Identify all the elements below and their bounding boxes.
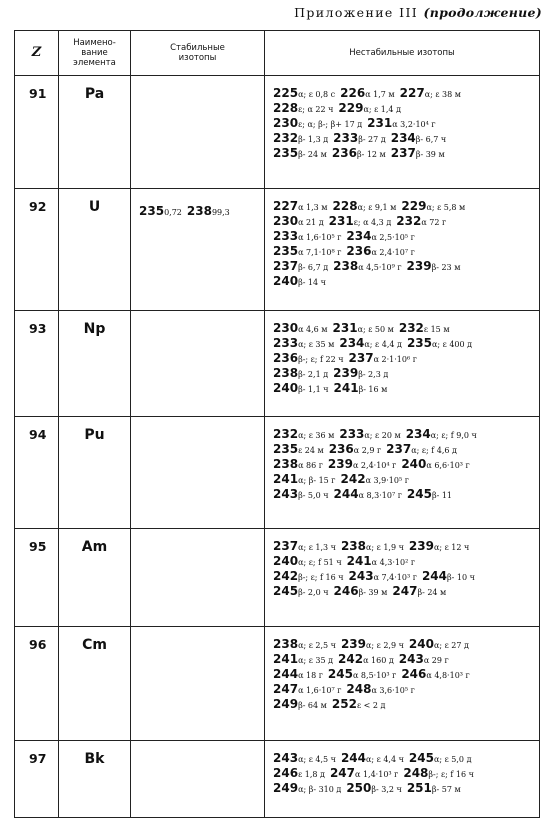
decay-info: α 3,2·10⁴ г <box>392 120 436 129</box>
decay-info: α; ε 4,5 ч <box>298 755 336 764</box>
decay-info: α 21 д <box>298 218 324 227</box>
column-header-name-text: Наимено- вание элемента <box>73 38 116 68</box>
decay-info: β- 16 м <box>358 385 388 394</box>
mass-number: 247 <box>273 682 299 696</box>
mass-number: 235 <box>273 244 299 258</box>
decay-info: α; β- 310 д <box>298 785 342 794</box>
unstable-isotope <box>273 582 329 600</box>
isotope-line <box>273 84 535 99</box>
isotope-line <box>273 197 535 212</box>
unstable-isotopes <box>265 417 540 529</box>
isotope-line <box>273 227 535 242</box>
decay-info: ε < 2 д <box>356 701 386 710</box>
atomic-number: 93 <box>15 311 59 417</box>
table-row <box>15 189 540 311</box>
unstable-isotopes <box>265 311 540 417</box>
decay-info: ε 1,8 д <box>298 770 325 779</box>
isotope-line <box>273 635 535 650</box>
stable-isotope <box>187 200 230 219</box>
element-symbol: Bk <box>59 741 131 818</box>
isotope-line <box>273 779 535 794</box>
decay-info: α 4,8·10³ г <box>426 671 470 680</box>
mass-number: 230 <box>273 214 299 228</box>
mass-number: 237 <box>386 442 412 456</box>
mass-number: 246 <box>333 584 359 598</box>
isotope-line <box>273 334 535 349</box>
table-row <box>15 311 540 417</box>
mass-number: 238 <box>273 457 299 471</box>
stable-isotopes <box>131 417 265 529</box>
mass-number: 238 <box>333 259 359 273</box>
mass-number: 235 <box>406 336 432 350</box>
mass-number: 231 <box>367 116 393 130</box>
mass-number: 228 <box>273 101 299 115</box>
decay-info: α 6,6·10³ г <box>426 461 470 470</box>
decay-info: α 2,4·10⁴ г <box>352 461 397 470</box>
mass-number: 236 <box>273 351 299 365</box>
decay-info: α; ε 4,4 д <box>364 340 402 349</box>
decay-info: α; ε 1,9 ч <box>366 543 404 552</box>
decay-info: β- 12 м <box>356 150 386 159</box>
unstable-isotope <box>332 144 386 162</box>
table-row <box>15 741 540 818</box>
mass-number: 233 <box>339 427 365 441</box>
decay-info: α 7,1·10⁸ г <box>298 248 342 257</box>
decay-info: α; ε 38 м <box>424 90 461 99</box>
appendix-title: Приложение III <box>294 5 419 20</box>
decay-info: ε 15 м <box>423 325 450 334</box>
mass-number: 239 <box>406 259 432 273</box>
mass-number: 237 <box>390 146 416 160</box>
decay-info: α; ε 12 ч <box>433 543 470 552</box>
mass-number: 246 <box>273 766 299 780</box>
mass-number: 236 <box>346 244 372 258</box>
mass-number: 245 <box>406 487 432 501</box>
unstable-isotope <box>332 695 386 713</box>
unstable-isotope <box>334 379 388 397</box>
mass-number: 252 <box>331 697 357 711</box>
decay-info: β- 2,1 д <box>298 370 329 379</box>
mass-number: 240 <box>273 381 299 395</box>
decay-info: α; ε 27 д <box>433 641 469 650</box>
decay-info: α 2,5·10⁵ г <box>371 233 415 242</box>
decay-info: α; ε 20 м <box>364 431 401 440</box>
mass-number: 238 <box>273 637 299 651</box>
mass-number: 245 <box>408 751 434 765</box>
decay-info: α; ε; f 51 ч <box>298 558 342 567</box>
decay-info: β- 24 м <box>417 588 447 597</box>
decay-info: β- 39 м <box>358 588 388 597</box>
mass-number: 247 <box>329 766 356 780</box>
unstable-isotopes <box>265 741 540 818</box>
mass-number: 244 <box>333 487 359 501</box>
decay-info: β- 5,0 ч <box>298 491 329 500</box>
mass-number: 240 <box>273 554 299 568</box>
decay-info: α 8,3·10⁷ г <box>358 491 402 500</box>
decay-info: α 18 г <box>298 671 323 680</box>
decay-info: α; β- 15 г <box>298 476 336 485</box>
mass-number: 247 <box>392 584 418 598</box>
isotope-line <box>273 144 535 159</box>
decay-info: α 2,4·10⁷ г <box>371 248 415 257</box>
mass-number: 248 <box>403 766 429 780</box>
decay-info: α; ε 36 м <box>298 431 335 440</box>
mass-number: 226 <box>340 86 366 100</box>
mass-number: 232 <box>273 131 299 145</box>
mass-number: 229 <box>338 101 364 115</box>
mass-number: 225 <box>273 86 299 100</box>
mass-number: 233 <box>273 229 299 243</box>
decay-info: ε; α 4,3 д <box>353 218 392 227</box>
decay-info: α; ε 50 м <box>357 325 394 334</box>
atomic-number: 94 <box>15 417 59 529</box>
isotope-line <box>273 650 535 665</box>
isotope-line <box>273 552 535 567</box>
unstable-isotope <box>273 485 329 503</box>
mass-number: 242 <box>273 569 299 583</box>
mass-number: 232 <box>398 321 424 335</box>
decay-info: β- 23 м <box>431 263 461 272</box>
isotopes-table <box>14 30 540 818</box>
unstable-isotopes <box>265 627 540 741</box>
unstable-isotope <box>273 144 327 162</box>
decay-info: α; ε 0,8 с <box>298 90 336 99</box>
mass-number: 241 <box>273 472 299 486</box>
mass-number: 243 <box>273 487 299 501</box>
mass-number: 243 <box>348 569 374 583</box>
decay-info: α; ε 1,4 д <box>363 105 401 114</box>
unstable-isotope <box>407 779 461 797</box>
isotope-line <box>273 425 535 440</box>
page-header <box>294 5 542 20</box>
column-header-unstable: Нестабильные изотопы <box>265 31 540 76</box>
mass-number: 229 <box>401 199 427 213</box>
unstable-isotope <box>273 379 329 397</box>
decay-info: α; ε 35 д <box>298 656 334 665</box>
mass-number: 244 <box>421 569 447 583</box>
isotope-line <box>273 114 535 129</box>
decay-info: ε; α 22 ч <box>298 105 334 114</box>
mass-number: 241 <box>346 554 372 568</box>
decay-info: α 72 г <box>421 218 447 227</box>
mass-number: 237 <box>273 259 299 273</box>
decay-info: α; ε 4,4 ч <box>366 755 404 764</box>
unstable-isotopes <box>265 76 540 189</box>
decay-info: β- 6,7 д <box>298 263 329 272</box>
mass-number: 249 <box>273 781 299 795</box>
element-symbol: U <box>59 189 131 311</box>
unstable-isotope <box>400 84 461 102</box>
isotope-line <box>273 99 535 114</box>
decay-info: β- 64 м <box>298 701 327 710</box>
isotope-line <box>273 470 535 485</box>
decay-info: α; ε 2,5 ч <box>298 641 336 650</box>
decay-info: β-; ε; f 16 ч <box>298 573 344 582</box>
isotope-line <box>273 537 535 552</box>
decay-info: α 1,7 м <box>365 90 395 99</box>
element-symbol: Pu <box>59 417 131 529</box>
mass-number: 232 <box>396 214 422 228</box>
decay-info: α; ε; f 9,0 ч <box>430 431 477 440</box>
mass-number: 234 <box>390 131 416 145</box>
mass-number: 248 <box>346 682 372 696</box>
mass-number: 241 <box>273 652 299 666</box>
decay-info: α; ε 400 д <box>432 340 473 349</box>
stable-isotopes <box>131 189 265 311</box>
unstable-isotope <box>407 257 461 275</box>
decay-info: ε; α; β-; β+ 17 д <box>298 120 363 129</box>
isotope-line <box>273 485 535 500</box>
mass-number: 237 <box>348 351 374 365</box>
mass-number: 235 <box>139 204 165 218</box>
mass-number: 235 <box>273 442 299 456</box>
decay-info: β- 14 ч <box>298 278 326 287</box>
isotope-line <box>273 212 535 227</box>
unstable-isotope <box>273 272 326 290</box>
stable-isotopes <box>131 627 265 741</box>
mass-number: 249 <box>273 697 299 711</box>
decay-info: β- 6,7 ч <box>415 135 447 144</box>
mass-number: 238 <box>186 204 212 218</box>
decay-info: α 8,5·10³ г <box>352 671 397 680</box>
mass-number: 230 <box>273 116 299 130</box>
table-row <box>15 76 540 189</box>
isotope-line <box>273 680 535 695</box>
mass-number: 227 <box>273 199 299 213</box>
mass-number: 244 <box>273 667 299 681</box>
isotope-line <box>273 665 535 680</box>
mass-number: 236 <box>328 442 354 456</box>
decay-info: β-; ε; f 16 ч <box>428 770 474 779</box>
mass-number: 234 <box>405 427 431 441</box>
isotope-line <box>273 349 535 364</box>
mass-number: 250 <box>346 781 372 795</box>
mass-number: 246 <box>401 667 427 681</box>
mass-number: 235 <box>273 146 299 160</box>
stable-isotopes <box>131 529 265 627</box>
isotope-line <box>273 242 535 257</box>
decay-info: α; ε 2,9 ч <box>366 641 404 650</box>
decay-info: α 4,6 м <box>298 325 328 334</box>
mass-number: 245 <box>327 667 353 681</box>
mass-number: 239 <box>340 637 367 651</box>
table-body <box>15 76 540 818</box>
element-symbol: Am <box>59 529 131 627</box>
decay-info: α; ε; f 4,6 д <box>411 446 457 455</box>
mass-number: 243 <box>273 751 299 765</box>
decay-info: α; ε 1,3 ч <box>298 543 336 552</box>
mass-number: 227 <box>399 86 425 100</box>
decay-info: β- 10 ч <box>447 573 475 582</box>
decay-info: β- 2,0 ч <box>298 588 329 597</box>
stable-isotope <box>139 200 182 219</box>
isotope-line <box>273 764 535 779</box>
unstable-isotope <box>333 257 401 275</box>
atomic-number: 95 <box>15 529 59 627</box>
decay-info: α; ε 9,1 м <box>357 203 397 212</box>
decay-info: α 1,3 м <box>298 203 328 212</box>
mass-number: 241 <box>333 381 359 395</box>
decay-info: α 7,4·10³ г <box>373 573 417 582</box>
isotope-line <box>273 440 535 455</box>
element-symbol: Pa <box>59 76 131 189</box>
mass-number: 230 <box>273 321 299 335</box>
atomic-number: 96 <box>15 627 59 741</box>
column-header-stable-text: Стабильные изотопы <box>170 43 225 63</box>
mass-number: 234 <box>339 336 365 350</box>
table-row <box>15 627 540 741</box>
mass-number: 240 <box>408 637 434 651</box>
unstable-isotope <box>346 779 402 797</box>
mass-number: 243 <box>398 652 424 666</box>
column-header-name <box>59 31 131 76</box>
decay-info: α 1,6·10⁵ г <box>298 233 342 242</box>
mass-number: 228 <box>332 199 358 213</box>
mass-number: 244 <box>340 751 367 765</box>
mass-number: 231 <box>328 214 354 228</box>
unstable-isotopes <box>265 189 540 311</box>
mass-number: 231 <box>332 321 358 335</box>
decay-info: α 4,5·10⁹ г <box>358 263 402 272</box>
decay-info: β- 3,2 ч <box>371 785 402 794</box>
isotope-line <box>273 455 535 470</box>
mass-number: 238 <box>273 366 299 380</box>
mass-number: 242 <box>338 652 364 666</box>
isotope-line <box>273 319 535 334</box>
decay-info: β- 2,3 д <box>358 370 389 379</box>
atomic-number: 91 <box>15 76 59 189</box>
stable-isotopes <box>131 311 265 417</box>
decay-info: β- 24 м <box>298 150 327 159</box>
isotope-line <box>273 379 535 394</box>
unstable-isotope <box>334 485 402 503</box>
unstable-isotope <box>407 485 452 503</box>
decay-info: α 1,4·10³ г <box>355 770 399 779</box>
column-header-stable <box>131 31 265 76</box>
decay-info: β- 27 д <box>358 135 386 144</box>
decay-info: β- 39 м <box>415 150 445 159</box>
decay-info: α; ε 5,8 м <box>426 203 466 212</box>
unstable-isotope <box>392 582 446 600</box>
decay-info: α 160 д <box>363 656 394 665</box>
table-header-row <box>15 31 540 76</box>
mass-number: 233 <box>273 336 299 350</box>
unstable-isotope <box>273 695 327 713</box>
decay-info: α 1,6·10⁷ г <box>298 686 342 695</box>
stable-isotopes <box>131 741 265 818</box>
isotope-line <box>273 272 535 287</box>
isotope-line <box>273 749 535 764</box>
isotope-line <box>273 582 535 597</box>
unstable-isotope <box>334 582 388 600</box>
mass-number: 237 <box>273 539 299 553</box>
column-header-z: Z <box>15 31 59 76</box>
abundance: 99,3 <box>211 208 230 217</box>
mass-number: 239 <box>408 539 434 553</box>
element-symbol: Cm <box>59 627 131 741</box>
isotope-line <box>273 129 535 144</box>
decay-info: α; ε 35 м <box>298 340 335 349</box>
decay-info: α 86 г <box>298 461 323 470</box>
isotope-line <box>273 257 535 272</box>
mass-number: 240 <box>401 457 427 471</box>
decay-info: β-; ε; f 22 ч <box>298 355 344 364</box>
stable-isotopes <box>131 76 265 189</box>
unstable-isotope <box>273 779 341 797</box>
atomic-number: 92 <box>15 189 59 311</box>
unstable-isotopes <box>265 529 540 627</box>
abundance: 0,72 <box>164 208 182 217</box>
element-symbol: Np <box>59 311 131 417</box>
mass-number: 238 <box>340 539 367 553</box>
mass-number: 251 <box>406 781 432 795</box>
continuation-note: (продолжение) <box>423 5 542 20</box>
atomic-number: 97 <box>15 741 59 818</box>
mass-number: 239 <box>333 366 359 380</box>
decay-info: β- 11 <box>431 491 453 500</box>
mass-number: 232 <box>273 427 299 441</box>
table-row <box>15 417 540 529</box>
mass-number: 233 <box>333 131 359 145</box>
decay-info: α 29 г <box>423 656 449 665</box>
mass-number: 236 <box>331 146 357 160</box>
unstable-isotope <box>391 144 445 162</box>
decay-info: α 2·1·10⁶ г <box>373 355 417 364</box>
decay-info: α 4,3·10² г <box>371 558 416 567</box>
decay-info: α; ε 5,0 д <box>433 755 472 764</box>
isotope-line <box>273 567 535 582</box>
mass-number: 245 <box>273 584 299 598</box>
mass-number: 234 <box>346 229 372 243</box>
decay-info: β- 57 м <box>431 785 461 794</box>
mass-number: 239 <box>327 457 353 471</box>
table-row <box>15 529 540 627</box>
decay-info: α 3,9·10⁵ г <box>365 476 409 485</box>
mass-number: 242 <box>340 472 366 486</box>
decay-info: ε 24 м <box>298 446 324 455</box>
mass-number: 240 <box>273 274 299 288</box>
decay-info: α 2,9 г <box>353 446 382 455</box>
decay-info: β- 1,3 д <box>298 135 329 144</box>
decay-info: β- 1,1 ч <box>298 385 329 394</box>
decay-info: α 3,6·10⁵ г <box>371 686 415 695</box>
